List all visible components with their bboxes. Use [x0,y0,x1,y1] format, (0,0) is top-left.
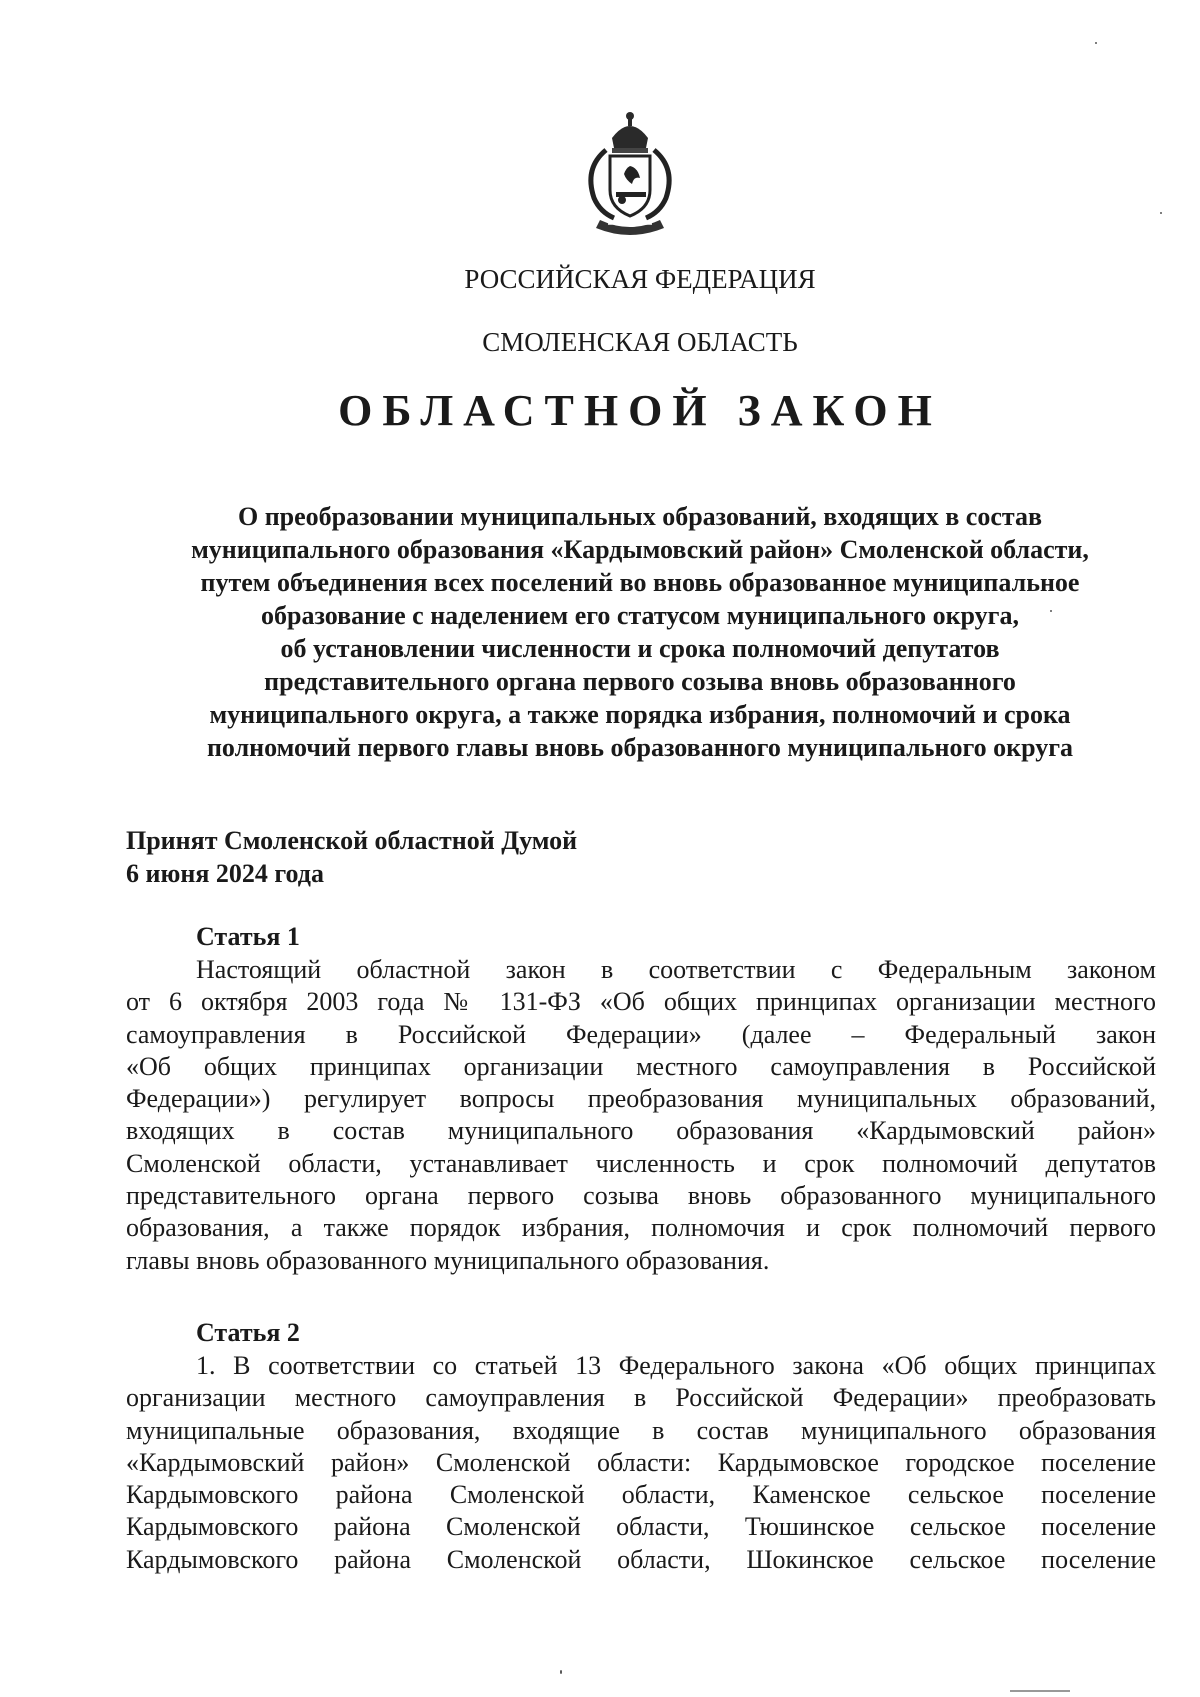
scan-speck [1050,610,1052,612]
title-line: образование с наделением его статусом муниципального округа, [261,601,1019,630]
text-line: Кардымовского района Смоленской области, Каменское сельское поселение [126,1480,1156,1510]
text-line: от 6 октября 2003 года № 131-ФЗ «Об общих принципах организации местного [126,987,1156,1017]
adoption-body: Принят Смоленской областной Думой [126,826,578,855]
text-line: муниципальные образования, входящие в состав муниципального образования [126,1415,1156,1445]
text-line: Смоленской области, устанавливает численность и срок полномочий депутатов [126,1148,1156,1178]
article-1-heading: Статья 1 [196,922,300,951]
text-line: главы вновь образованного муниципального образования. [126,1245,770,1275]
text-line: самоуправления в Российской Федерации» (далее – Федеральный закон [126,1019,1156,1049]
law-title [130,500,1150,764]
title-line: представительного органа первого созыва вновь образованного [264,667,1016,696]
scan-speck [1160,212,1162,214]
region-name: СМОЛЕНСКАЯ ОБЛАСТЬ [482,327,798,357]
article-2-text [126,1350,1156,1576]
title-line: об установлении численности и срока полномочий депутатов [280,634,1000,663]
document-type: ОБЛАСТНОЙ ЗАКОН [338,386,942,435]
text-line: входящих в состав муниципального образования «Кардымовский район» [126,1116,1156,1146]
text-line: образования, а также порядок избрания, полномочия и срок полномочий первого [126,1213,1156,1243]
country-name: РОССИЙСКАЯ ФЕДЕРАЦИЯ [464,264,816,294]
smolensk-coat-of-arms-icon [560,108,700,248]
title-line: муниципального образования «Кардымовский район» Смоленской области, [191,535,1089,564]
text-line: организации местного самоуправления в Российской Федерации» преобразовать [126,1383,1156,1413]
scan-speck [560,1670,562,1674]
title-line: путем объединения всех поселений во вновь образованное муниципальное [200,568,1080,597]
title-line: муниципального округа, а также порядка избрания, полномочий и срока [209,700,1071,729]
text-line: «Об общих принципах организации местного самоуправления в Российской [126,1051,1156,1081]
title-line: О преобразовании муниципальных образований, входящих в состав [237,502,1043,531]
text-line: представительного органа первого созыва вновь образованного муниципального [126,1181,1156,1211]
adoption-info [126,824,577,890]
scan-speck [1095,42,1097,44]
text-line: Кардымовского района Смоленской области, Шокинское сельское поселение [126,1544,1156,1574]
text-line: Кардымовского района Смоленской области, Тюшинское сельское поселение [126,1512,1156,1542]
article-2-heading: Статья 2 [196,1318,300,1347]
text-line: 1. В соответствии со статьей 13 Федерального закона «Об общих принципах [196,1351,1156,1380]
scan-speck [1010,1690,1070,1692]
text-line: «Кардымовский район» Смоленской области: Кардымовское городское поселение [126,1447,1156,1477]
title-line: полномочий первого главы вновь образованного муниципального округа [206,733,1074,762]
adoption-date: 6 июня 2024 года [126,859,324,888]
text-line: Федерации») регулирует вопросы преобразования муниципальных образований, [126,1084,1156,1114]
text-line: Настоящий областной закон в соответствии с Федеральным законом [196,955,1156,984]
article-1-text [126,954,1156,1277]
